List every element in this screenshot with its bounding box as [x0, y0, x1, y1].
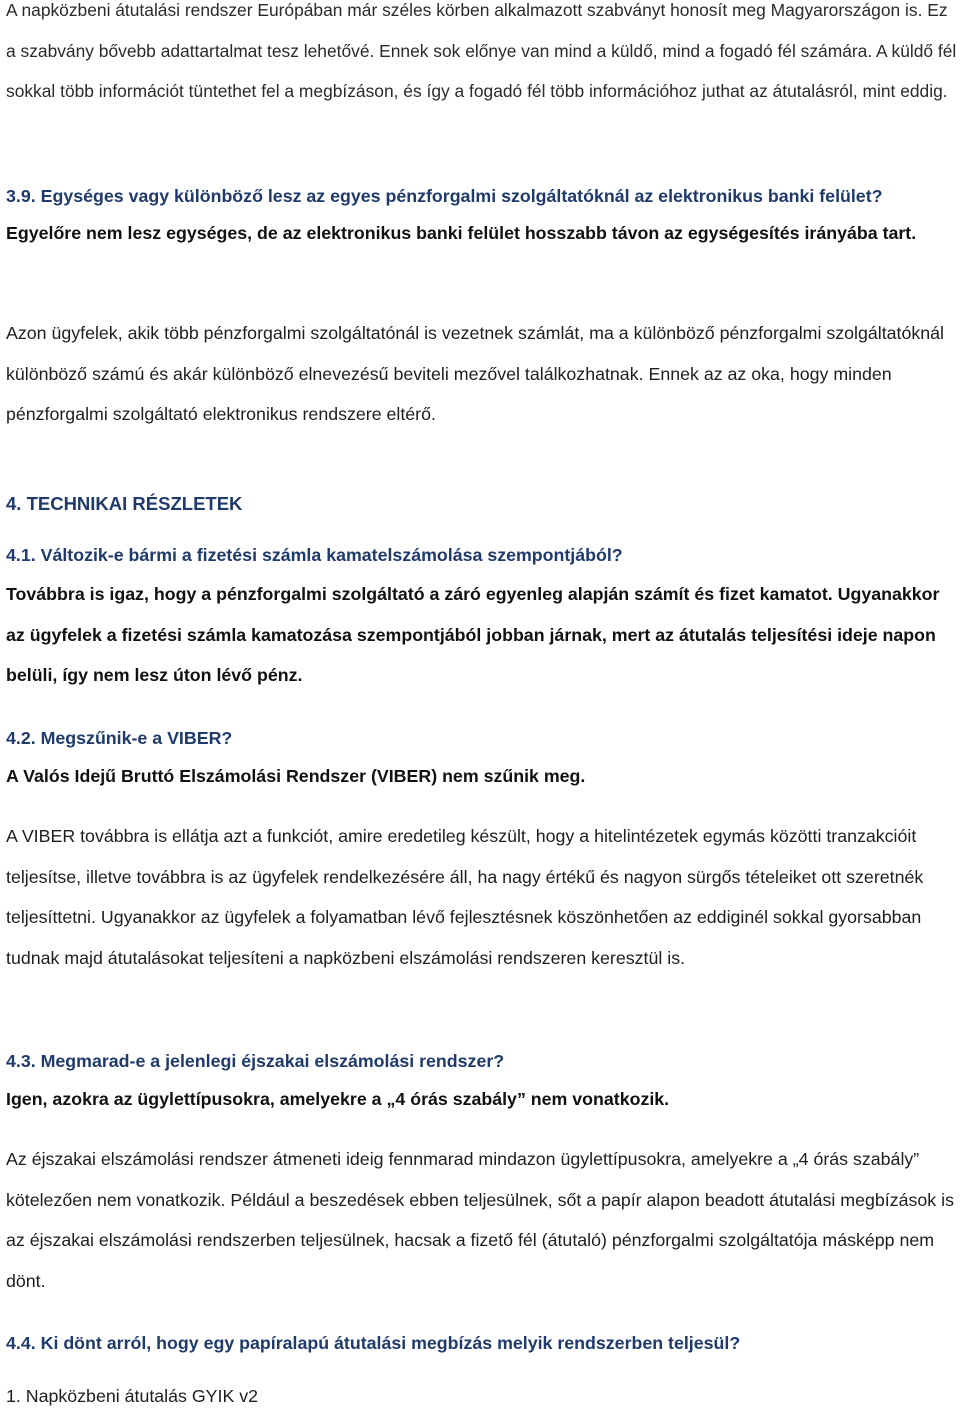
section-heading-4: 4. TECHNIKAI RÉSZLETEK [6, 493, 243, 514]
question-4-2: 4.2. Megszűnik-e a VIBER? [6, 728, 233, 748]
paragraph-3-9: Azon ügyfelek, akik több pénzforgalmi szolgáltatónál is vezetnek számlát, ma a különböző pénzforgalmi szolgáltatóknál különböző számú és akár különböző elnevezésű beviteli mezővel találkozhatnak. Ennek az az oka, hogy minden pénzforgalmi szolgáltató elektronikus rendszere eltérő. [6, 323, 944, 425]
question-4-1: 4.1. Változik-e bármi a fizetési számla kamatelszámolása szempontjából? [6, 545, 623, 565]
question-3-9: 3.9. Egységes vagy különböző lesz az egyes pénzforgalmi szolgáltatóknál az elektronikus banki felület? [6, 186, 883, 206]
paragraph-4-2: A VIBER továbbra is ellátja azt a funkciót, amire eredetileg készült, hogy a hitelintézetek egymás közötti tranzakcióit teljesítse, illetve továbbra is az ügyfelek rendelkezésére áll, ha nagy értékű és nagyon sürgős tételeiket ott szeretnék teljesíttetni. Ugyanakkor az ügyfelek a folyamatban lévő fejlesztésnek köszönhetően az eddiginél sokkal gyorsabban tudnak majd átutalásokat teljesíteni a napközbeni elszámolási rendszeren keresztül is. [6, 826, 924, 969]
answer-3-9: Egyelőre nem lesz egységes, de az elektronikus banki felület hosszabb távon az egységesítés irányába tart. [6, 223, 917, 243]
page-footer: 1. Napközbeni átutalás GYIK v2 [6, 1386, 259, 1406]
question-4-4: 4.4. Ki dönt arról, hogy egy papíralapú átutalási megbízás melyik rendszerben teljesül? [6, 1333, 741, 1353]
question-4-3: 4.3. Megmarad-e a jelenlegi éjszakai elszámolási rendszer? [6, 1051, 505, 1071]
answer-4-2: A Valós Idejű Bruttó Elszámolási Rendszer (VIBER) nem szűnik meg. [6, 766, 586, 786]
intro-paragraph: A napközbeni átutalási rendszer Európában már széles körben alkalmazott szabványt honosít meg Magyarországon is. Ez a szabvány bővebb adattartalmat tesz lehetővé. Ennek sok előnye van mind a küldő, mind a fogadó fél számára. A küldő fél sokkal több információt tüntethet fel a megbízáson, és így a fogadó fél több információhoz juthat az átutalásról, mint eddig. [6, 0, 957, 102]
answer-4-3: Igen, azokra az ügylettípusokra, amelyekre a „4 órás szabály” nem vonatkozik. [6, 1089, 670, 1109]
paragraph-4-3: Az éjszakai elszámolási rendszer átmeneti ideig fennmarad mindazon ügylettípusokra, amelyekre a „4 órás szabály” kötelezően nem vonatkozik. Például a beszedések ebben teljesülnek, sőt a papír alapon beadott átutalási megbízások is az éjszakai elszámolási rendszerben teljesülnek, hacsak a fizető fél (átutaló) pénzforgalmi szolgáltatója másképp nem dönt. [6, 1149, 954, 1292]
answer-4-1: Továbbra is igaz, hogy a pénzforgalmi szolgáltató a záró egyenleg alapján számít és fizet kamatot. Ugyanakkor az ügyfelek a fizetési számla kamatozása szempontjából jobban járnak, mert az átutalás teljesítési ideje napon belüli, így nem lesz úton lévő pénz. [6, 584, 940, 686]
